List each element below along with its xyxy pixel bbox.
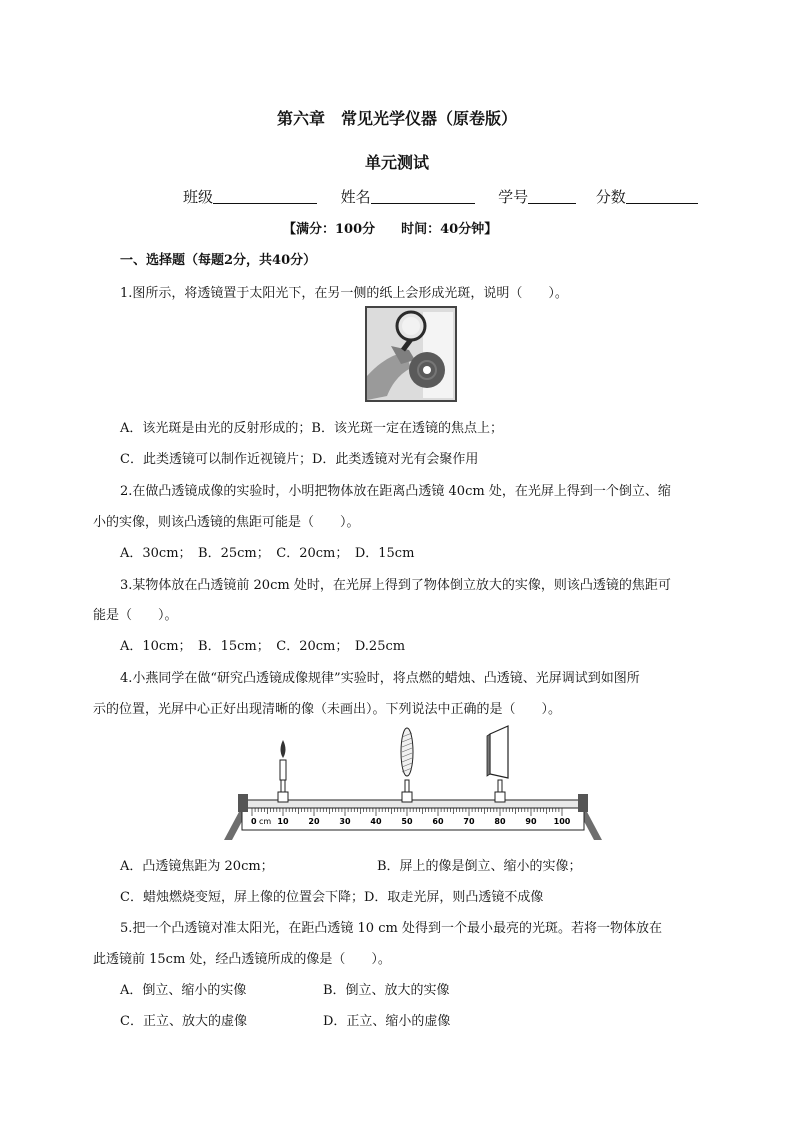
holder-base <box>402 792 412 802</box>
question-5-option-a: A．倒立、缩小的实像 <box>120 983 247 998</box>
question-1-option-cd: C．此类透镜可以制作近视镜片；D．此类透镜对光有会聚作用 <box>120 452 479 467</box>
question-5-stem-line1: 5.把一个凸透镜对准太阳光，在距凸透镜 10 cm 处得到一个最小最亮的光斑。若将一物体放在 <box>120 921 662 936</box>
score-blank[interactable] <box>626 189 698 204</box>
bench-rail <box>242 800 584 808</box>
holder-base <box>278 792 288 802</box>
magnifier-photo <box>365 306 457 402</box>
ruler-tick-label: 20 <box>308 817 320 826</box>
question-2-stem-line1: 2.在做凸透镜成像的实验时，小明把物体放在距离凸透镜 40cm 处，在光屏上得到一个倒立、缩 <box>120 484 671 499</box>
class-blank[interactable] <box>213 189 317 204</box>
question-4-option-cd: C．蜡烛燃烧变短，屏上像的位置会下降；D．取走光屏，则凸透镜不成像 <box>120 890 544 905</box>
ruler-tick-label: 80 <box>494 817 506 826</box>
candle-body <box>280 760 286 780</box>
page-subtitle: 单元测试 <box>364 153 429 172</box>
question-1-option-ab: A．该光斑是由光的反射形成的；B．该光斑一定在透镜的焦点上； <box>120 421 503 436</box>
question-5-option-b: B．倒立、放大的实像 <box>323 983 450 998</box>
ruler-tick-label: 60 <box>432 817 444 826</box>
ruler-tick-label: 50 <box>401 817 413 826</box>
question-3-stem-line2: 能是（ ）。 <box>93 608 178 623</box>
section-heading: 一、选择题（每题2分，共40分） <box>120 253 317 268</box>
question-2-stem-line2: 小的实像，则该凸透镜的焦距可能是（ ）。 <box>93 515 360 530</box>
question-5-stem-line2: 此透镜前 15cm 处，经凸透镜所成的像是（ ）。 <box>93 952 391 967</box>
screen-edge <box>487 734 490 776</box>
question-5-option-c: C．正立、放大的虚像 <box>120 1014 247 1029</box>
question-3-stem-line1: 3.某物体放在凸透镜前 20cm 处时，在光屏上得到了物体倒立放大的实像，则该凸透镜的焦距可 <box>120 578 671 593</box>
holder-base <box>495 792 505 802</box>
ruler-tick-label: 100 <box>553 817 571 826</box>
convex-lens <box>401 728 413 802</box>
ruler-tick-label: 10 <box>277 817 289 826</box>
ruler-tick-label: 30 <box>339 817 351 826</box>
class-label: 班级 <box>183 188 214 206</box>
ruler-unit-label: cm <box>259 817 272 826</box>
question-1-stem: 1.图所示，将透镜置于太阳光下，在另一侧的纸上会形成光斑，说明（ ）。 <box>120 286 568 301</box>
exam-meta: 【满分：100分 时间：40分钟】 <box>283 222 498 237</box>
page-title: 第六章 常见光学仪器（原卷版） <box>276 109 517 128</box>
id-blank[interactable] <box>528 189 576 204</box>
question-3-options: A．10cm； B．15cm； C．20cm； D.25cm <box>120 639 406 654</box>
question-2-options: A．30cm； B．25cm； C．20cm； D．15cm <box>120 546 415 561</box>
student-info-row <box>183 186 698 207</box>
ruler-tick-label: 90 <box>525 817 537 826</box>
holder-stem <box>281 780 285 792</box>
holder-stem <box>498 780 502 792</box>
candle-flame <box>281 740 286 758</box>
left-end-cap <box>238 794 248 812</box>
question-5-option-d: D．正立、缩小的虚像 <box>323 1014 451 1029</box>
id-label: 学号 <box>498 188 529 206</box>
question-4-option-b: B．屏上的像是倒立、缩小的实像； <box>377 859 582 874</box>
name-blank[interactable] <box>371 189 475 204</box>
candle <box>278 740 288 802</box>
question-4-option-a: A．凸透镜焦距为 20cm； <box>120 859 274 874</box>
light-screen <box>487 726 508 802</box>
question-4-stem-line2: 示的位置，光屏中心正好出现清晰的像（未画出）。下列说法中正确的是（ ）。 <box>93 702 562 717</box>
name-label: 姓名 <box>340 188 371 206</box>
ruler-tick-label: 0 <box>251 817 257 826</box>
ruler-tick-label: 40 <box>370 817 382 826</box>
right-end-cap <box>578 794 588 812</box>
score-label: 分数 <box>595 188 626 206</box>
optical-bench-diagram <box>222 724 604 842</box>
question-4-stem-line1: 4.小燕同学在做“研究凸透镜成像规律”实验时，将点燃的蜡烛、凸透镜、光屏调试到如图所 <box>120 671 640 686</box>
ruler-tick-label: 70 <box>463 817 475 826</box>
screen-panel <box>490 726 508 778</box>
holder-stem <box>405 780 409 792</box>
